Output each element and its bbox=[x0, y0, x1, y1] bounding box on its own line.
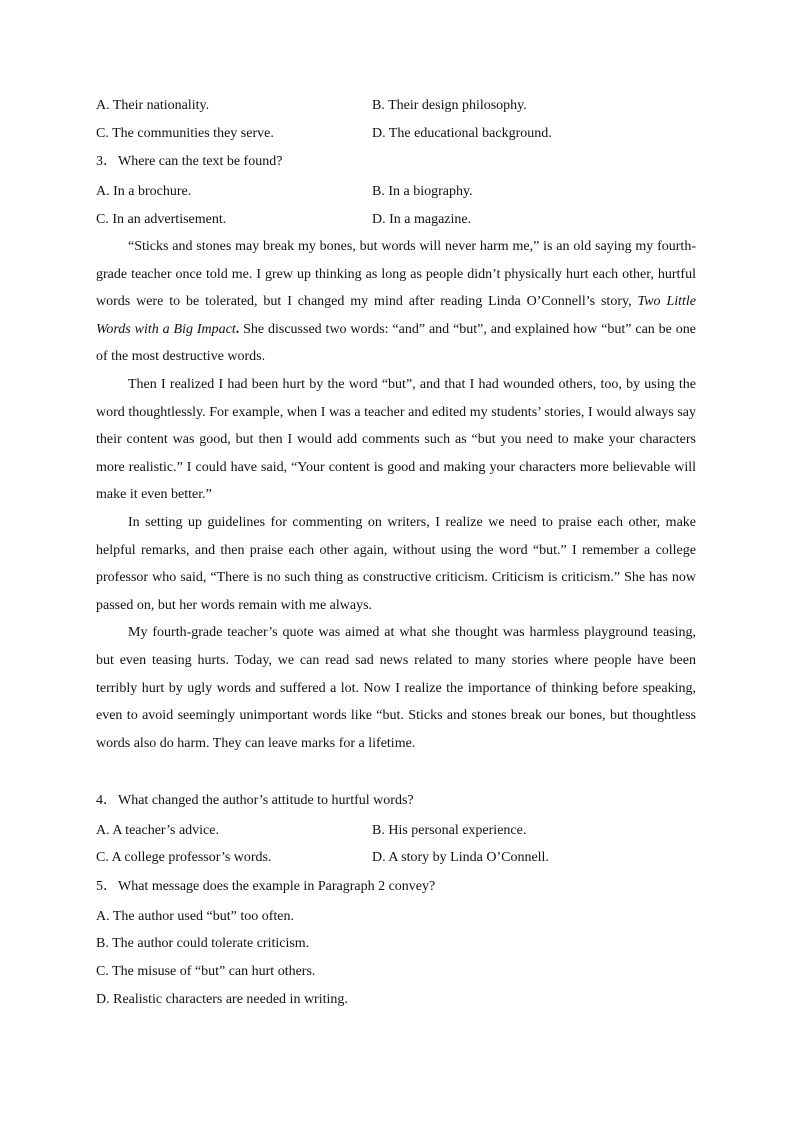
q5-option-d: D. Realistic characters are needed in writing. bbox=[96, 992, 348, 1007]
q3-option-c: C. In an advertisement. bbox=[96, 212, 227, 227]
q5-question bbox=[96, 878, 435, 896]
q5-text: What message does the example in Paragraph 2 convey? bbox=[118, 879, 436, 894]
passage-paragraph-1: “Sticks and stones may break my bones, but words will never harm me,” is an old saying my fourth-grade teacher once told me. I grew up thinking as long as people didn’t physically hurt each other, hurtful words were to be tolerated, but I changed my mind after reading Linda O’Connell’s story, Two Little Words with a Big Impact. She discussed two words: “and” and “but”, and explained how “but” can be one of the most destructive words. bbox=[96, 239, 696, 365]
q4-number: 4． bbox=[96, 793, 117, 808]
q2-option-b: B. Their design philosophy. bbox=[372, 98, 527, 113]
q2-option-c: C. The communities they serve. bbox=[96, 126, 274, 141]
q3-text: Where can the text be found? bbox=[118, 154, 283, 169]
q5-option-b: B. The author could tolerate criticism. bbox=[96, 936, 310, 951]
q3-option-d: D. In a magazine. bbox=[372, 212, 472, 227]
q2-option-d: D. The educational background. bbox=[372, 126, 552, 141]
reading-passage bbox=[96, 233, 696, 757]
passage-paragraph-4: My fourth-grade teacher’s quote was aimed at what she thought was harmless playground teasing, but even teasing hurts. Today, we can read sad news related to many stories where people have been terribly hurt by ugly words and suffered a lot. Now I realize the importance of thinking before speaking, even to avoid seemingly unimportant words like “but. Sticks and stones break our bones, but thoughtless words also do harm. They can leave marks for a lifetime. bbox=[96, 625, 696, 751]
story-title: Two Little Words with a Big Impact bbox=[96, 294, 696, 337]
q4-option-d: D. A story by Linda O’Connell. bbox=[372, 850, 549, 865]
q5-option-c: C. The misuse of “but” can hurt others. bbox=[96, 964, 316, 979]
q4-option-a: A. A teacher’s advice. bbox=[96, 823, 219, 838]
q4-option-b: B. His personal experience. bbox=[372, 823, 527, 838]
q3-option-a: A. In a brochure. bbox=[96, 184, 192, 199]
q4-option-c: C. A college professor’s words. bbox=[96, 850, 272, 865]
q3-question bbox=[96, 153, 282, 171]
q3-number: 3． bbox=[96, 154, 117, 169]
q4-question bbox=[96, 792, 414, 810]
q5-option-a: A. The author used “but” too often. bbox=[96, 909, 295, 924]
passage-paragraph-3: In setting up guidelines for commenting on writers, I realize we need to praise each other, make helpful remarks, and then praise each other again, without using the word “but.” I remember a college professor who said, “There is no such thing as constructive criticism. Criticism is criticism.” She has now passed on, but her words remain with me always. bbox=[96, 514, 696, 613]
q5-number: 5． bbox=[96, 879, 117, 894]
q3-option-b: B. In a biography. bbox=[372, 184, 473, 199]
passage-paragraph-2: Then I realized I had been hurt by the word “but”, and that I had wounded others, too, by using the word thoughtlessly. For example, when I was a teacher and edited my students’ stories, I would always say their content was good, but then I would add comments such as “but you need to make your characters more realistic.” I could have said, “Your content is good and making your characters more believable will make it even better.” bbox=[96, 376, 696, 503]
q2-option-a: A. Their nationality. bbox=[96, 98, 210, 113]
q4-text: What changed the author’s attitude to hurtful words? bbox=[118, 793, 414, 808]
